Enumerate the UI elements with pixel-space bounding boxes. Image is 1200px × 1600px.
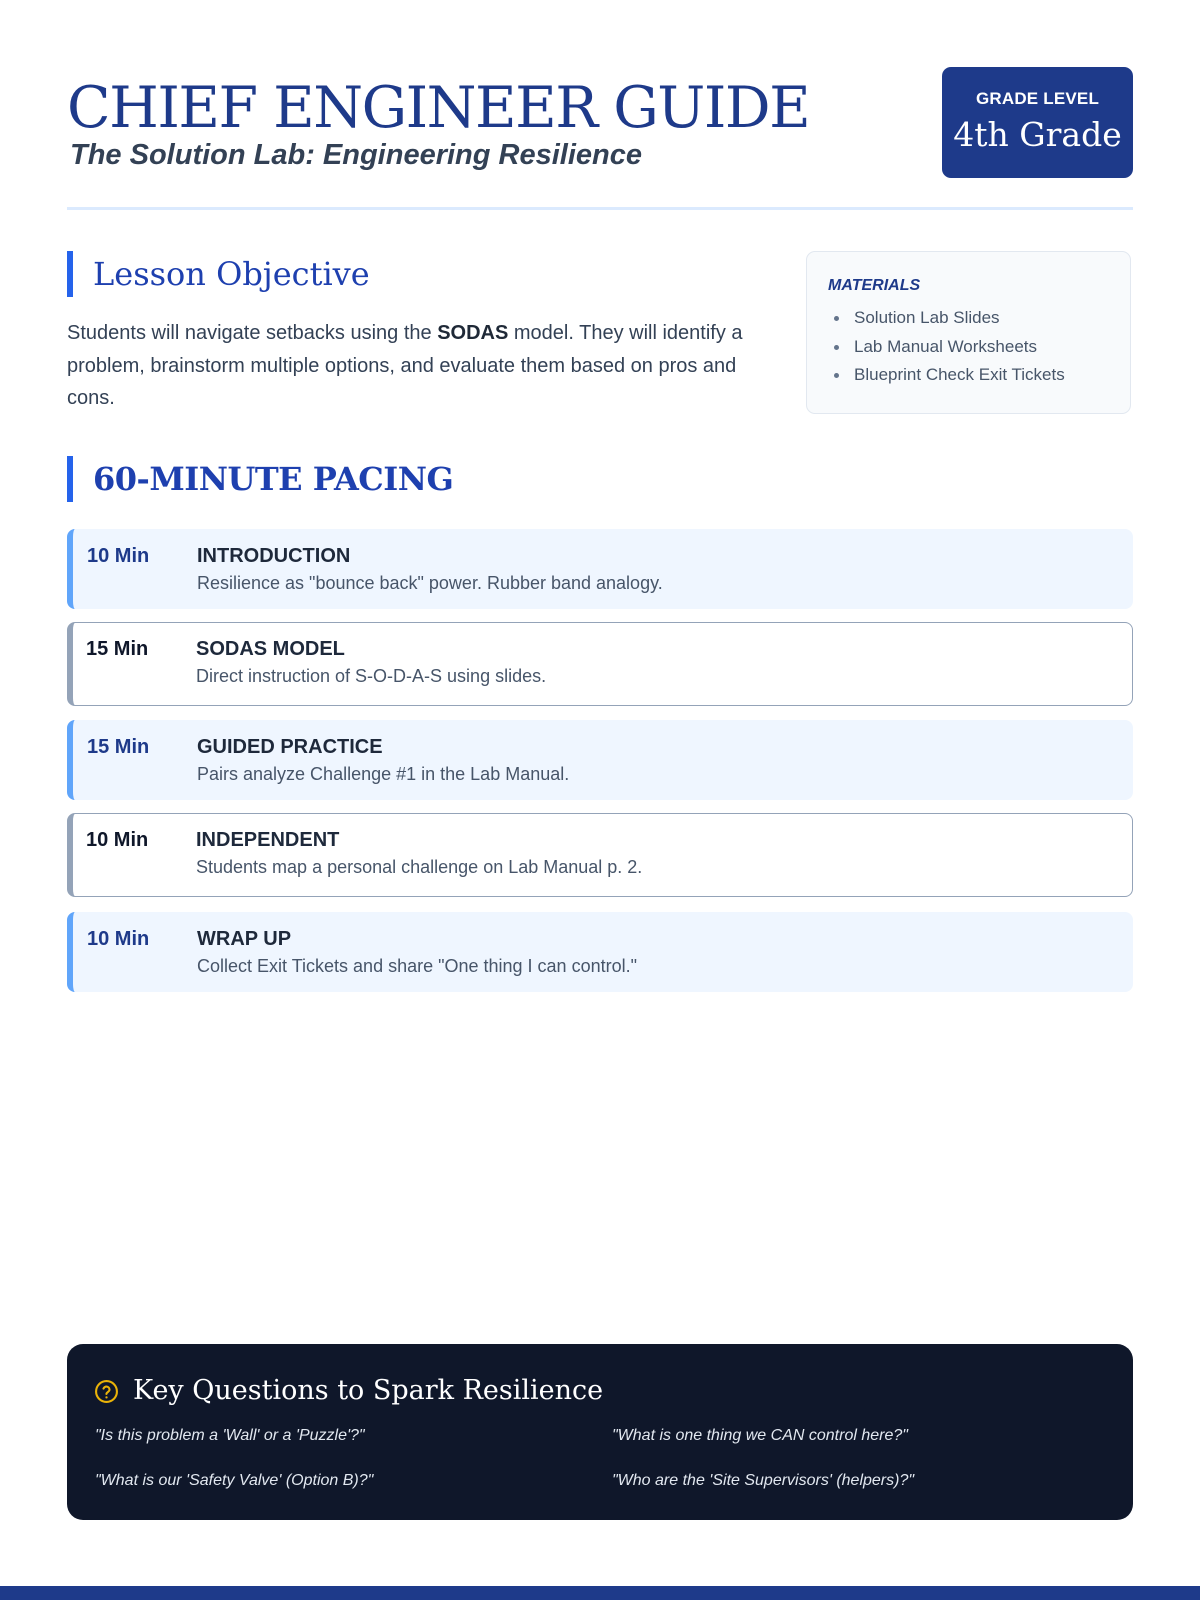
materials-list bbox=[828, 304, 1065, 390]
bullet-icon bbox=[834, 316, 839, 321]
question-circle-icon bbox=[94, 1379, 119, 1404]
bullet-icon bbox=[834, 345, 839, 350]
bullet-icon bbox=[834, 373, 839, 378]
pacing-row-description: Direct instruction of S-O-D-A-S using slides. bbox=[196, 666, 547, 686]
pacing-row-title: WRAP UP bbox=[197, 928, 292, 950]
pacing-row-introduction bbox=[67, 529, 1133, 609]
pacing-row-sodas-model bbox=[67, 622, 1133, 706]
key-question: "What is one thing we CAN control here?" bbox=[612, 1427, 908, 1444]
pacing-row-time: 15 Min bbox=[86, 638, 149, 660]
materials-card bbox=[806, 251, 1131, 414]
page-subtitle: The Solution Lab: Engineering Resilience bbox=[70, 139, 643, 171]
lesson-objective-text bbox=[67, 317, 767, 415]
pacing-row-time: 10 Min bbox=[86, 829, 149, 851]
footer-bar bbox=[0, 1586, 1200, 1600]
header-divider bbox=[67, 207, 1133, 210]
lesson-objective-heading: Lesson Objective bbox=[67, 251, 370, 297]
materials-item bbox=[828, 333, 1065, 362]
pacing-row-wrap-up bbox=[67, 912, 1133, 992]
pacing-row-time: 10 Min bbox=[87, 928, 150, 950]
grade-level-badge bbox=[942, 67, 1133, 178]
pacing-row-guided-practice bbox=[67, 720, 1133, 800]
key-questions-panel bbox=[67, 1344, 1133, 1520]
pacing-row-time: 15 Min bbox=[87, 736, 150, 758]
materials-item-label: Lab Manual Worksheets bbox=[854, 336, 1038, 356]
pacing-row-description: Students map a personal challenge on Lab Manual p. 2. bbox=[196, 857, 643, 877]
objective-model-name: SODAS bbox=[437, 322, 509, 344]
objective-text-end: model. They will identify a problem, brainstorm multiple options, and evaluate them based on pros and cons. bbox=[67, 322, 743, 409]
materials-item bbox=[828, 361, 1065, 390]
materials-title: MATERIALS bbox=[828, 277, 921, 294]
key-question: "Who are the 'Site Supervisors' (helpers)?" bbox=[612, 1472, 915, 1489]
key-question: "What is our 'Safety Valve' (Option B)?" bbox=[95, 1472, 374, 1489]
objective-text-start: Students will navigate setbacks using the bbox=[67, 322, 438, 344]
grade-level-value: 4th Grade bbox=[953, 115, 1122, 154]
materials-item bbox=[828, 304, 1065, 333]
pacing-row-description: Pairs analyze Challenge #1 in the Lab Manual. bbox=[197, 764, 570, 784]
key-questions-title: Key Questions to Spark Resilience bbox=[133, 1375, 604, 1406]
grade-level-label: GRADE LEVEL bbox=[975, 89, 1100, 108]
pacing-row-title: GUIDED PRACTICE bbox=[197, 736, 383, 758]
materials-item-label: Blueprint Check Exit Tickets bbox=[854, 365, 1065, 384]
pacing-row-title: INTRODUCTION bbox=[197, 545, 351, 567]
pacing-heading: 60-MINUTE PACING bbox=[67, 456, 453, 502]
key-question: "Is this problem a 'Wall' or a 'Puzzle'?" bbox=[95, 1427, 365, 1444]
pacing-row-description: Resilience as "bounce back" power. Rubber band analogy. bbox=[197, 573, 663, 593]
materials-item-label: Solution Lab Slides bbox=[854, 308, 1000, 327]
pacing-row-description: Collect Exit Tickets and share "One thing I can control." bbox=[197, 956, 637, 976]
pacing-row-time: 10 Min bbox=[87, 545, 150, 567]
pacing-row-independent bbox=[67, 813, 1133, 897]
pacing-row-title: INDEPENDENT bbox=[196, 829, 340, 851]
page-title: CHIEF ENGINEER GUIDE bbox=[67, 75, 810, 141]
page-header bbox=[67, 67, 1133, 211]
pacing-row-title: SODAS MODEL bbox=[196, 638, 345, 660]
